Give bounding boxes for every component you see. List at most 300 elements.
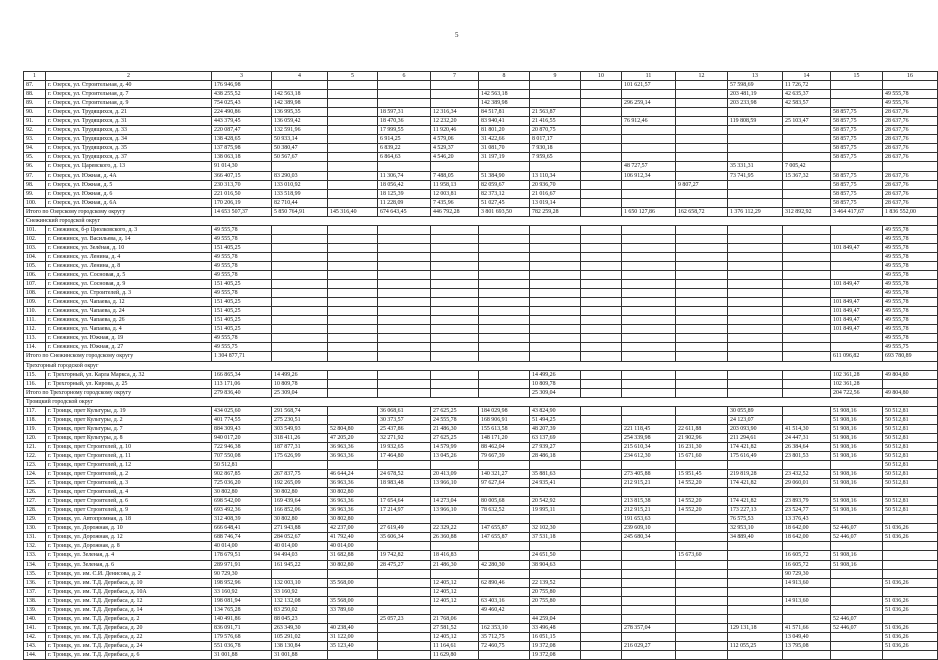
amount-cell: 134 765,28 <box>212 605 272 614</box>
amount-cell <box>272 461 328 470</box>
amount-cell: 101 849,47 <box>831 325 883 334</box>
amount-cell <box>431 461 479 470</box>
amount-cell: 48 727,57 <box>622 162 676 171</box>
amount-cell <box>272 225 328 234</box>
address-cell: г. Троицк, ул. им. Т.Д. Дерибаса, д. 24 <box>46 641 212 650</box>
amount-cell: 212 915,21 <box>622 506 676 515</box>
amount-cell: 211 294,61 <box>728 433 783 442</box>
amount-cell: 33 496,48 <box>530 623 581 632</box>
amount-cell: 151 405,25 <box>212 243 272 252</box>
amount-cell: 7 435,96 <box>431 198 479 207</box>
total-amount-cell: 25 309,04 <box>272 388 328 397</box>
amount-cell: 31 122,00 <box>328 632 378 641</box>
amount-cell <box>883 614 938 623</box>
amount-cell: 19 372,08 <box>530 651 581 660</box>
row-number-cell: 130. <box>24 524 46 533</box>
amount-cell <box>728 144 783 153</box>
amount-cell <box>581 289 622 298</box>
address-cell: г. Снежинск, б-р Циолковского, д. 3 <box>46 225 212 234</box>
amount-cell <box>676 126 728 135</box>
amount-cell <box>328 81 378 90</box>
row-number-cell: 141. <box>24 623 46 632</box>
total-amount-cell: 204 722,56 <box>831 388 883 397</box>
amount-cell: 275 230,51 <box>272 415 328 424</box>
address-cell: г. Троицк, ул. Зеленая, д. 4 <box>46 551 212 560</box>
amount-cell: 224 490,86 <box>212 108 272 117</box>
amount-cell: 30 802,80 <box>212 488 272 497</box>
amount-cell <box>676 234 728 243</box>
amount-cell <box>831 632 883 641</box>
amount-cell: 58 857,75 <box>831 135 883 144</box>
table-row <box>24 379 938 388</box>
amount-cell <box>479 280 530 289</box>
amount-cell: 21 563,87 <box>530 108 581 117</box>
amount-cell <box>783 651 831 660</box>
amount-cell <box>378 325 431 334</box>
amount-cell <box>530 90 581 99</box>
total-amount-cell: 279 836,40 <box>212 388 272 397</box>
amount-cell: 51 908,16 <box>831 470 883 479</box>
amount-cell <box>272 234 328 243</box>
row-number-cell: 123. <box>24 461 46 470</box>
amount-cell <box>728 280 783 289</box>
amount-cell: 31 197,19 <box>479 153 530 162</box>
table-row <box>24 99 938 108</box>
total-amount-cell: 14 653 507,37 <box>212 207 272 216</box>
row-number-cell: 132. <box>24 542 46 551</box>
amount-cell: 80 005,68 <box>479 497 530 506</box>
address-cell: г. Троицк, прет Строителей, д. 6 <box>46 497 212 506</box>
amount-cell <box>328 334 378 343</box>
total-label: Итого по Снежинскому городскому округу <box>24 352 212 361</box>
amount-cell: 220 087,47 <box>212 126 272 135</box>
address-cell: г. Озерск, ул. Трудящихся, д. 37 <box>46 153 212 162</box>
amount-cell <box>530 234 581 243</box>
total-amount-cell: 674 643,45 <box>378 207 431 216</box>
amount-cell: 58 857,75 <box>831 126 883 135</box>
amount-cell <box>530 243 581 252</box>
amount-cell <box>581 442 622 451</box>
amount-cell <box>581 488 622 497</box>
row-number-cell: 119. <box>24 424 46 433</box>
amount-cell: 27 625,25 <box>431 433 479 442</box>
amount-cell: 17 999,55 <box>378 126 431 135</box>
address-cell: г. Троицк, прет Культуры, д. 8 <box>46 433 212 442</box>
amount-cell <box>530 605 581 614</box>
amount-cell <box>328 135 378 144</box>
address-cell: г. Озерск, ул. Южная, д. 6А <box>46 198 212 207</box>
amount-cell: 50 512,81 <box>883 479 938 488</box>
table-row <box>24 135 938 144</box>
amount-cell <box>622 126 676 135</box>
row-number-cell: 104. <box>24 252 46 261</box>
amount-cell <box>378 343 431 352</box>
address-cell: г. Троицк, ул. им. Т.Д. Дерибаса, д. 12 <box>46 596 212 605</box>
amount-cell <box>479 488 530 497</box>
amount-cell <box>728 243 783 252</box>
amount-cell <box>622 225 676 234</box>
amount-cell <box>581 343 622 352</box>
amount-cell: 28 637,76 <box>883 144 938 153</box>
table-row <box>24 415 938 424</box>
amount-cell <box>581 461 622 470</box>
amount-cell: 18 056,42 <box>378 180 431 189</box>
amount-cell: 35 881,63 <box>530 470 581 479</box>
amount-cell <box>676 252 728 261</box>
section-header-row <box>24 361 938 370</box>
total-amount-cell: 145 316,40 <box>328 207 378 216</box>
amount-cell: 30 055,89 <box>728 406 783 415</box>
amount-cell <box>622 560 676 569</box>
amount-cell <box>728 234 783 243</box>
amount-cell: 13 966,10 <box>431 479 479 488</box>
amount-cell <box>622 189 676 198</box>
amount-cell <box>328 189 378 198</box>
amount-cell <box>530 252 581 261</box>
amount-cell: 28 637,76 <box>883 198 938 207</box>
amount-cell: 289 971,91 <box>212 560 272 569</box>
amount-cell: 50 512,81 <box>212 461 272 470</box>
table-row <box>24 243 938 252</box>
amount-cell <box>581 470 622 479</box>
amount-cell <box>479 614 530 623</box>
amount-cell <box>581 271 622 280</box>
amount-cell: 12 405,12 <box>431 596 479 605</box>
amount-cell: 28 637,76 <box>883 126 938 135</box>
amount-cell <box>328 234 378 243</box>
amount-cell: 25 103,47 <box>783 117 831 126</box>
column-number-cell: 2 <box>46 72 212 81</box>
amount-cell <box>328 180 378 189</box>
amount-cell: 136 995,35 <box>272 108 328 117</box>
amount-cell <box>676 90 728 99</box>
address-cell: г. Троицк, ул. им. С.И. Денисова, д. 2 <box>46 569 212 578</box>
amount-cell: 49 555,78 <box>883 261 938 270</box>
amount-cell: 49 555,78 <box>212 234 272 243</box>
amount-cell: 90 729,30 <box>783 569 831 578</box>
address-cell: г. Троицк, прет Культуры, д. 19 <box>46 406 212 415</box>
amount-cell: 76 575,53 <box>728 515 783 524</box>
amount-cell: 27 581,52 <box>431 623 479 632</box>
amount-cell: 142 563,18 <box>479 90 530 99</box>
address-cell: г. Озерск, ул. Южная, д. 5 <box>46 180 212 189</box>
total-amount-cell <box>530 352 581 361</box>
address-cell: г. Трехгорный, ул. Кирова, д. 25 <box>46 379 212 388</box>
amount-cell: 24 935,41 <box>530 479 581 488</box>
table-row <box>24 533 938 542</box>
amount-cell <box>479 298 530 307</box>
amount-cell: 12 405,12 <box>431 578 479 587</box>
amount-cell <box>378 461 431 470</box>
amount-cell: 58 857,75 <box>831 153 883 162</box>
amount-cell <box>581 243 622 252</box>
amount-cell <box>530 316 581 325</box>
amount-cell: 18 125,39 <box>378 189 431 198</box>
table-row <box>24 370 938 379</box>
amount-cell: 36 963,36 <box>328 451 378 460</box>
amount-cell: 13 049,40 <box>783 632 831 641</box>
amount-cell: 101 849,47 <box>831 280 883 289</box>
row-number-cell: 95. <box>24 153 46 162</box>
address-cell: г. Озерск, ул. Строительная, д. 7 <box>46 90 212 99</box>
total-amount-cell <box>581 352 622 361</box>
amount-cell <box>378 307 431 316</box>
amount-cell: 14 913,60 <box>783 578 831 587</box>
table-row <box>24 479 938 488</box>
amount-cell: 36 963,36 <box>328 506 378 515</box>
amount-cell <box>431 289 479 298</box>
amount-cell <box>479 162 530 171</box>
amount-cell: 42 237,00 <box>328 524 378 533</box>
amount-cell <box>581 162 622 171</box>
amount-cell <box>378 252 431 261</box>
amount-cell: 438 255,52 <box>212 90 272 99</box>
total-amount-cell <box>783 388 831 397</box>
amount-cell <box>581 578 622 587</box>
address-cell: г. Троицк, ул. им. Т.Д. Дерибаса, д. 20 <box>46 623 212 632</box>
amount-cell: 20 755,80 <box>530 596 581 605</box>
amount-cell: 49 555,78 <box>883 325 938 334</box>
amount-cell: 26 360,88 <box>431 533 479 542</box>
amount-cell <box>378 90 431 99</box>
amount-cell <box>479 334 530 343</box>
amount-cell: 41 792,40 <box>328 533 378 542</box>
address-cell: г. Троицк, ул. Дорожная, д. 12 <box>46 533 212 542</box>
amount-cell <box>728 614 783 623</box>
amount-cell <box>831 90 883 99</box>
total-amount-cell <box>622 352 676 361</box>
amount-cell <box>479 261 530 270</box>
amount-cell: 35 331,31 <box>728 162 783 171</box>
amount-cell: 27 939,27 <box>530 442 581 451</box>
amount-cell <box>622 651 676 660</box>
column-number-cell: 16 <box>883 72 938 81</box>
amount-cell <box>831 515 883 524</box>
amount-cell: 24 678,52 <box>378 470 431 479</box>
row-number-cell: 105. <box>24 261 46 270</box>
amount-cell <box>783 144 831 153</box>
total-amount-cell: 1 836 552,00 <box>883 207 938 216</box>
amount-cell: 30 802,80 <box>328 560 378 569</box>
amount-cell <box>328 316 378 325</box>
amount-cell <box>272 289 328 298</box>
amount-cell <box>431 569 479 578</box>
column-number-cell: 9 <box>530 72 581 81</box>
amount-cell <box>378 641 431 650</box>
amount-cell <box>581 479 622 488</box>
amount-cell <box>581 542 622 551</box>
amount-cell <box>431 252 479 261</box>
amount-cell: 51 384,90 <box>479 171 530 180</box>
amount-cell: 102 361,28 <box>831 379 883 388</box>
table-row <box>24 632 938 641</box>
amount-cell: 20 755,80 <box>530 587 581 596</box>
table-row <box>24 307 938 316</box>
address-cell: г. Троицк, ул. Автопромная, д. 18 <box>46 515 212 524</box>
amount-cell <box>676 280 728 289</box>
amount-cell <box>783 343 831 352</box>
amount-cell <box>676 135 728 144</box>
amount-cell <box>581 117 622 126</box>
amount-cell: 14 913,60 <box>783 596 831 605</box>
amount-cell: 14 499,26 <box>272 370 328 379</box>
amount-cell <box>328 370 378 379</box>
address-cell: г. Троицк, ул. им. Т.Д. Дерибаса, д. 6 <box>46 651 212 660</box>
row-number-cell: 133. <box>24 551 46 560</box>
amount-cell: 72 460,75 <box>479 641 530 650</box>
amount-cell <box>783 614 831 623</box>
column-number-cell: 8 <box>479 72 530 81</box>
amount-cell: 140 321,27 <box>479 470 530 479</box>
amount-cell: 28 637,76 <box>883 171 938 180</box>
amount-cell: 142 563,18 <box>272 90 328 99</box>
amount-cell <box>622 605 676 614</box>
amount-cell <box>530 280 581 289</box>
amount-cell: 192 265,09 <box>272 479 328 488</box>
amount-cell: 6 864,63 <box>378 153 431 162</box>
amount-cell: 78 632,52 <box>479 506 530 515</box>
amount-cell <box>831 81 883 90</box>
amount-cell <box>328 379 378 388</box>
amount-cell <box>431 280 479 289</box>
table-row <box>24 641 938 650</box>
column-number-cell: 1 <box>24 72 46 81</box>
amount-cell: 23 524,77 <box>783 506 831 515</box>
amount-cell: 19 932,65 <box>378 442 431 451</box>
amount-cell: 15 673,60 <box>676 551 728 560</box>
total-amount-cell: 5 850 764,91 <box>272 207 328 216</box>
amount-cell <box>728 252 783 261</box>
amount-cell: 175 626,99 <box>272 451 328 460</box>
amount-cell <box>530 162 581 171</box>
amount-cell <box>676 370 728 379</box>
amount-cell: 73 741,95 <box>728 171 783 180</box>
amount-cell <box>676 162 728 171</box>
amount-cell: 51 036,26 <box>883 641 938 650</box>
section-title: Снежинский городской округ <box>24 216 938 225</box>
amount-cell: 19 995,11 <box>530 506 581 515</box>
table-row <box>24 605 938 614</box>
amount-cell <box>431 316 479 325</box>
total-amount-cell <box>728 352 783 361</box>
amount-cell: 14 273,04 <box>431 497 479 506</box>
column-number-cell: 14 <box>783 72 831 81</box>
row-number-cell: 91. <box>24 117 46 126</box>
amount-cell: 52 446,07 <box>831 533 883 542</box>
row-number-cell: 120. <box>24 433 46 442</box>
amount-cell: 88 462,04 <box>479 442 530 451</box>
amount-cell: 49 555,75 <box>212 343 272 352</box>
amount-cell: 11 726,72 <box>783 81 831 90</box>
table-row <box>24 560 938 569</box>
amount-cell: 203 233,98 <box>728 99 783 108</box>
amount-cell <box>831 542 883 551</box>
amount-cell: 51 908,16 <box>831 497 883 506</box>
row-number-cell: 113. <box>24 334 46 343</box>
amount-cell <box>378 587 431 596</box>
total-amount-cell <box>479 388 530 397</box>
amount-cell: 174 421,82 <box>728 497 783 506</box>
row-number-cell: 122. <box>24 451 46 460</box>
address-cell: г. Троицк, ул. им. Т.Д. Дерибаса, д. 10А <box>46 587 212 596</box>
amount-cell <box>728 488 783 497</box>
amount-cell: 48 207,39 <box>530 424 581 433</box>
table-row <box>24 497 938 506</box>
table-row <box>24 90 938 99</box>
amount-cell: 18 642,00 <box>783 524 831 533</box>
amount-cell: 21 768,06 <box>431 614 479 623</box>
amount-cell: 50 567,67 <box>272 153 328 162</box>
amount-cell: 49 555,78 <box>883 252 938 261</box>
amount-cell <box>530 261 581 270</box>
amount-cell <box>883 587 938 596</box>
amount-cell <box>431 325 479 334</box>
amount-cell <box>581 424 622 433</box>
amount-cell <box>530 515 581 524</box>
section-header-row <box>24 397 938 406</box>
amount-cell: 28 637,76 <box>883 117 938 126</box>
amount-cell: 551 036,78 <box>212 641 272 650</box>
amount-cell <box>676 379 728 388</box>
total-amount-cell <box>728 388 783 397</box>
table-row <box>24 569 938 578</box>
amount-cell: 52 804,80 <box>328 424 378 433</box>
row-number-cell: 143. <box>24 641 46 650</box>
amount-cell <box>622 298 676 307</box>
amount-cell: 27 619,49 <box>378 524 431 533</box>
row-number-cell: 131. <box>24 533 46 542</box>
amount-cell <box>676 515 728 524</box>
amount-cell <box>676 261 728 270</box>
amount-cell: 50 512,81 <box>883 424 938 433</box>
amount-cell: 16 231,30 <box>676 442 728 451</box>
amount-cell <box>831 99 883 108</box>
amount-cell <box>783 307 831 316</box>
amount-cell: 132 132,08 <box>272 596 328 605</box>
amount-cell <box>581 298 622 307</box>
amount-cell: 35 568,00 <box>328 596 378 605</box>
amount-cell: 79 667,39 <box>479 451 530 460</box>
amount-cell <box>783 415 831 424</box>
amount-cell <box>431 243 479 252</box>
amount-cell <box>676 651 728 660</box>
amount-cell <box>378 542 431 551</box>
amount-cell <box>530 461 581 470</box>
row-number-cell: 112. <box>24 325 46 334</box>
row-number-cell: 128. <box>24 506 46 515</box>
amount-cell <box>581 415 622 424</box>
amount-cell <box>728 135 783 144</box>
amount-cell <box>622 135 676 144</box>
amount-cell: 151 405,25 <box>212 298 272 307</box>
amount-cell <box>581 135 622 144</box>
amount-cell <box>676 461 728 470</box>
amount-cell: 101 621,57 <box>622 81 676 90</box>
amount-cell <box>676 569 728 578</box>
amount-cell: 94 494,03 <box>272 551 328 560</box>
amount-cell <box>328 171 378 180</box>
amount-cell: 49 555,78 <box>883 298 938 307</box>
row-number-cell: 110. <box>24 307 46 316</box>
amount-cell: 22 139,52 <box>530 578 581 587</box>
row-number-cell: 140. <box>24 614 46 623</box>
amount-cell: 136 059,42 <box>272 117 328 126</box>
amount-cell: 20 870,75 <box>530 126 581 135</box>
amount-cell: 132 591,96 <box>272 126 328 135</box>
amount-cell: 119 808,59 <box>728 117 783 126</box>
address-cell: г. Троицк, ул. им. Т.Д. Дерибаса, д. 10 <box>46 578 212 587</box>
amount-cell <box>622 461 676 470</box>
